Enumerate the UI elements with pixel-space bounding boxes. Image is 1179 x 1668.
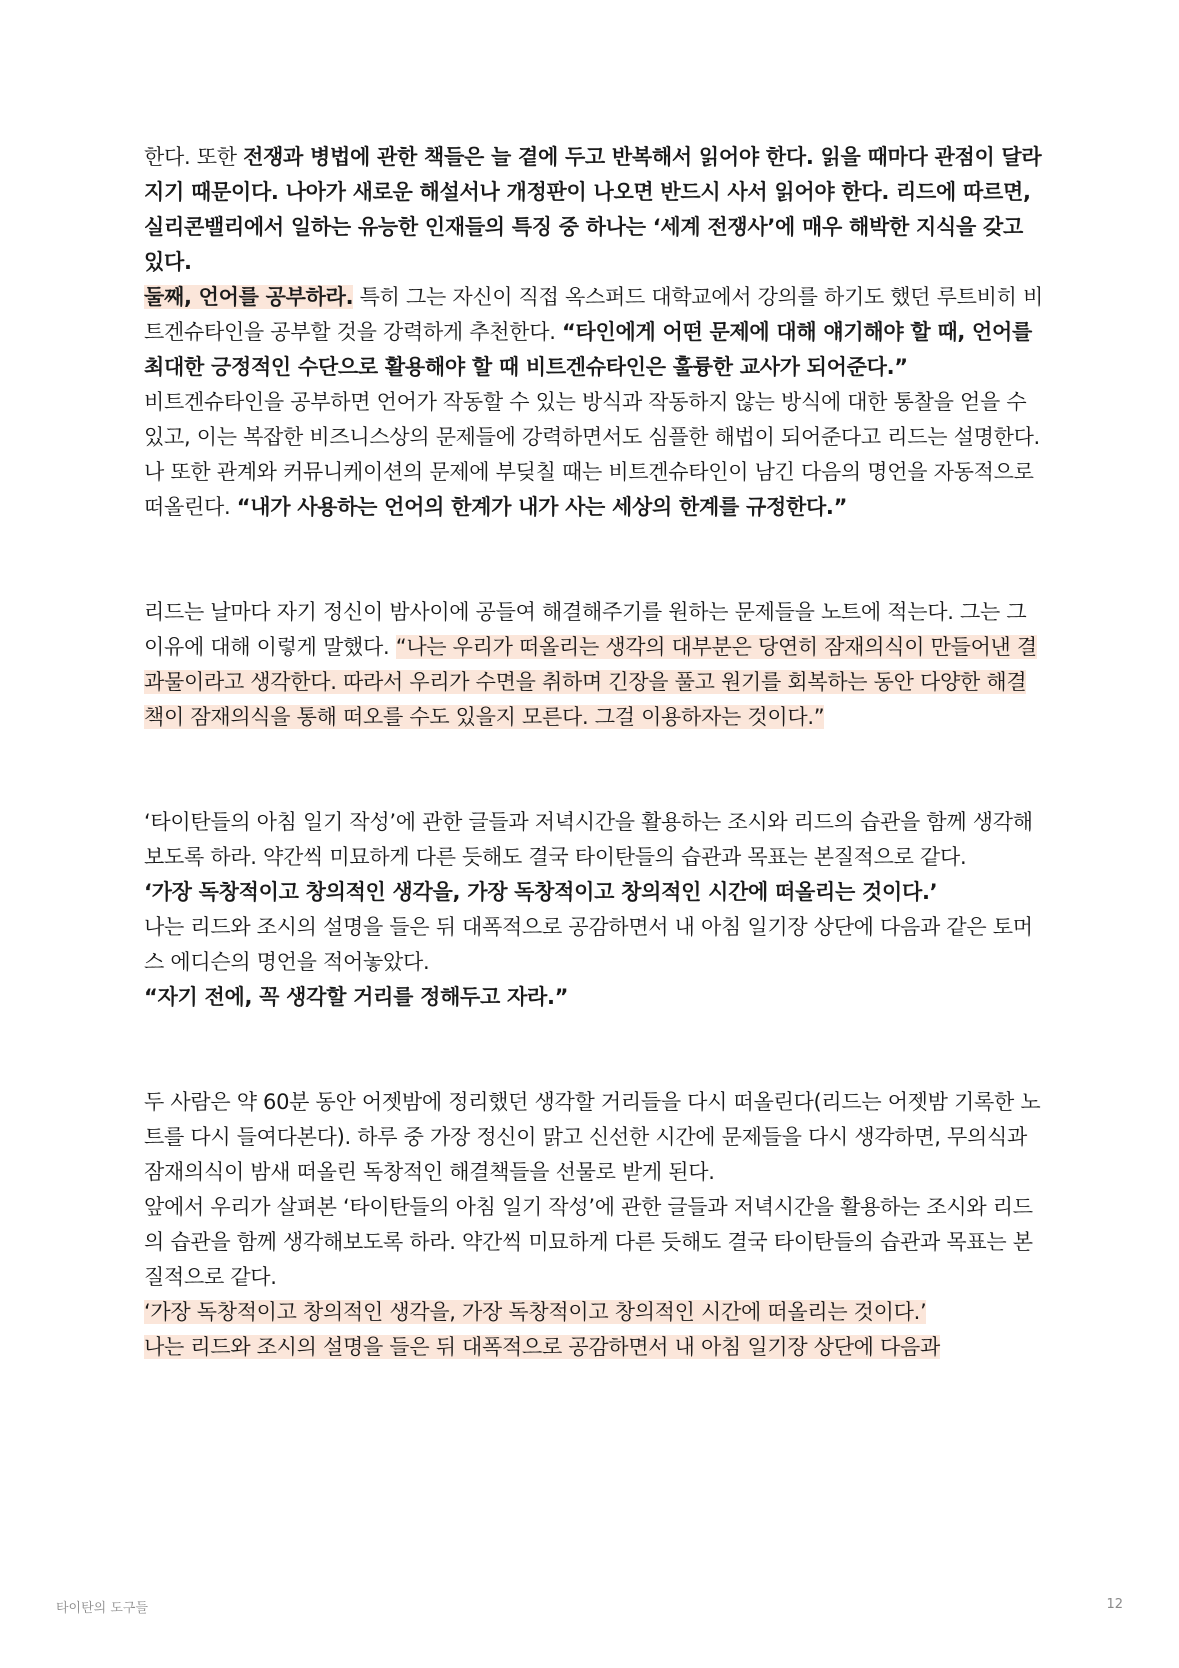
bold-quote-language-limits: “내가 사용하는 언어의 한계가 내가 사는 세상의 한계를 규정한다.” [236, 495, 848, 519]
bold-quote-wittgenstein-teacher: “타인에게 어떤 문제에 대해 얘기해야 할 때, 언어를 최대한 긍정적인 수단으로 활용해야 할 때 비트겐슈타인은 훌륭한 교사가 되어준다.” [144, 320, 1032, 379]
footer-book-title: 타이탄의 도구들 [56, 1601, 149, 1616]
paragraph-repeat-journal: 앞에서 우리가 살펴본 ‘타이탄들의 아침 일기 작성’에 관한 글들과 저녁시간을 활용하는 조시와 리드의 습관을 함께 생각해보도록 하라. 약간씩 미묘하게 다른 듯해도 결국 타이탄들의 습관과 목표는 본질적으로 같다. [144, 1195, 1033, 1289]
paragraph-edison-intro: 나는 리드와 조시의 설명을 들은 뒤 대폭적으로 공감하면서 내 아침 일기장 상단에 다음과 같은 토머스 에디슨의 명언을 적어놓았다. [144, 915, 1033, 974]
text-run: 한다. 또한 [144, 145, 244, 169]
page-body [144, 140, 1044, 1365]
paragraph-wittgenstein-insight [144, 385, 1044, 525]
paragraph-gap [144, 525, 1044, 595]
paragraph-gap [144, 735, 1044, 805]
highlighted-quote-creative-time: ‘가장 독창적이고 창의적인 생각을, 가장 독창적이고 창의적인 시간에 떠올리는 것이다.’ [144, 1300, 927, 1324]
paragraph-war-books [144, 140, 1044, 280]
text-run: 비트겐슈타인을 공부하면 언어가 작동할 수 있는 방식과 작동하지 않는 방식에 대한 통찰을 얻을 수 있고, 이는 복잡한 비즈니스상의 문제들에 강력하면서도 심플한 해법이 되어준다고 리드는 설명한다. 나 또한 관계와 커뮤니케이션의 문제에 부딪칠 때는 비트겐슈타인이 남긴 다음의 명언을 자동적으로 떠올린다. [144, 390, 1040, 519]
paragraph-gap [144, 1015, 1044, 1085]
bold-quote-edison: “자기 전에, 꼭 생각할 거리를 정해두고 자라.” [144, 985, 569, 1009]
highlighted-line [144, 1295, 1044, 1330]
highlighted-line [144, 1330, 1044, 1365]
text-run: 리드는 날마다 자기 정신이 밤사이에 공들여 해결해주기를 원하는 문제들을 노트에 적는다. 그는 그 이유에 대해 이렇게 말했다. [144, 600, 1027, 659]
paragraph-morning-journal [144, 805, 1044, 875]
section-heading-study-language: 둘째, 언어를 공부하라. [144, 285, 354, 309]
text-run: 특히 그는 자신이 직접 옥스퍼드 대학교에서 강의를 하기도 했던 루트비히 비트겐슈타인을 공부할 것을 강력하게 추천한다. [144, 285, 1043, 344]
paragraph-sixty-minutes: 두 사람은 약 60분 동안 어젯밤에 정리했던 생각할 거리들을 다시 떠올린다(리드는 어젯밤 기록한 노트를 다시 들여다본다). 하루 중 가장 정신이 맑고 신선한 시간에 문제들을 다시 생각하면, 무의식과 잠재의식이 밤새 떠올린 독창적인 해결책들을 선물로 받게 된다. [144, 1090, 1041, 1184]
bold-quote-creative-time: ‘가장 독창적이고 창의적인 생각을, 가장 독창적이고 창의적인 시간에 떠올리는 것이다.’ [144, 880, 938, 904]
text-run: ‘타이탄들의 아침 일기 작성’에 관한 글들과 저녁시간을 활용하는 조시와 리드의 습관을 함께 생각해보도록 하라. 약간씩 미묘하게 다른 듯해도 결국 타이탄들의 습관과 목표는 본질적으로 같다. [144, 810, 1033, 869]
highlighted-text-run: 나는 리드와 조시의 설명을 들은 뒤 대폭적으로 공감하면서 내 아침 일기장 상단에 다음과 [144, 1335, 940, 1359]
highlighted-quote-subconscious: “나는 우리가 떠올리는 생각의 대부분은 당연히 잠재의식이 만들어낸 결과물이라고 생각한다. 따라서 우리가 수면을 취하며 긴장을 풀고 원기를 회복하는 동안 다양한 해결책이 잠재의식을 통해 떠오를 수도 있을지 모른다. 그걸 이용하자는 것이다.” [144, 635, 1037, 729]
paragraph-study-language [144, 280, 1044, 385]
bold-text-run: 전쟁과 병법에 관한 책들은 늘 곁에 두고 반복해서 읽어야 한다. 읽을 때마다 관점이 달라지기 때문이다. 나아가 새로운 해설서나 개정판이 나오면 반드시 사서 읽어야 한다. 리드에 따르면, 실리콘밸리에서 일하는 유능한 인재들의 특징 중 하나는 ‘세계 전쟁사’에 매우 해박한 지식을 갖고 있다. [144, 145, 1042, 274]
footer-page-number: 12 [1106, 1597, 1123, 1612]
paragraph-subconscious [144, 595, 1044, 735]
